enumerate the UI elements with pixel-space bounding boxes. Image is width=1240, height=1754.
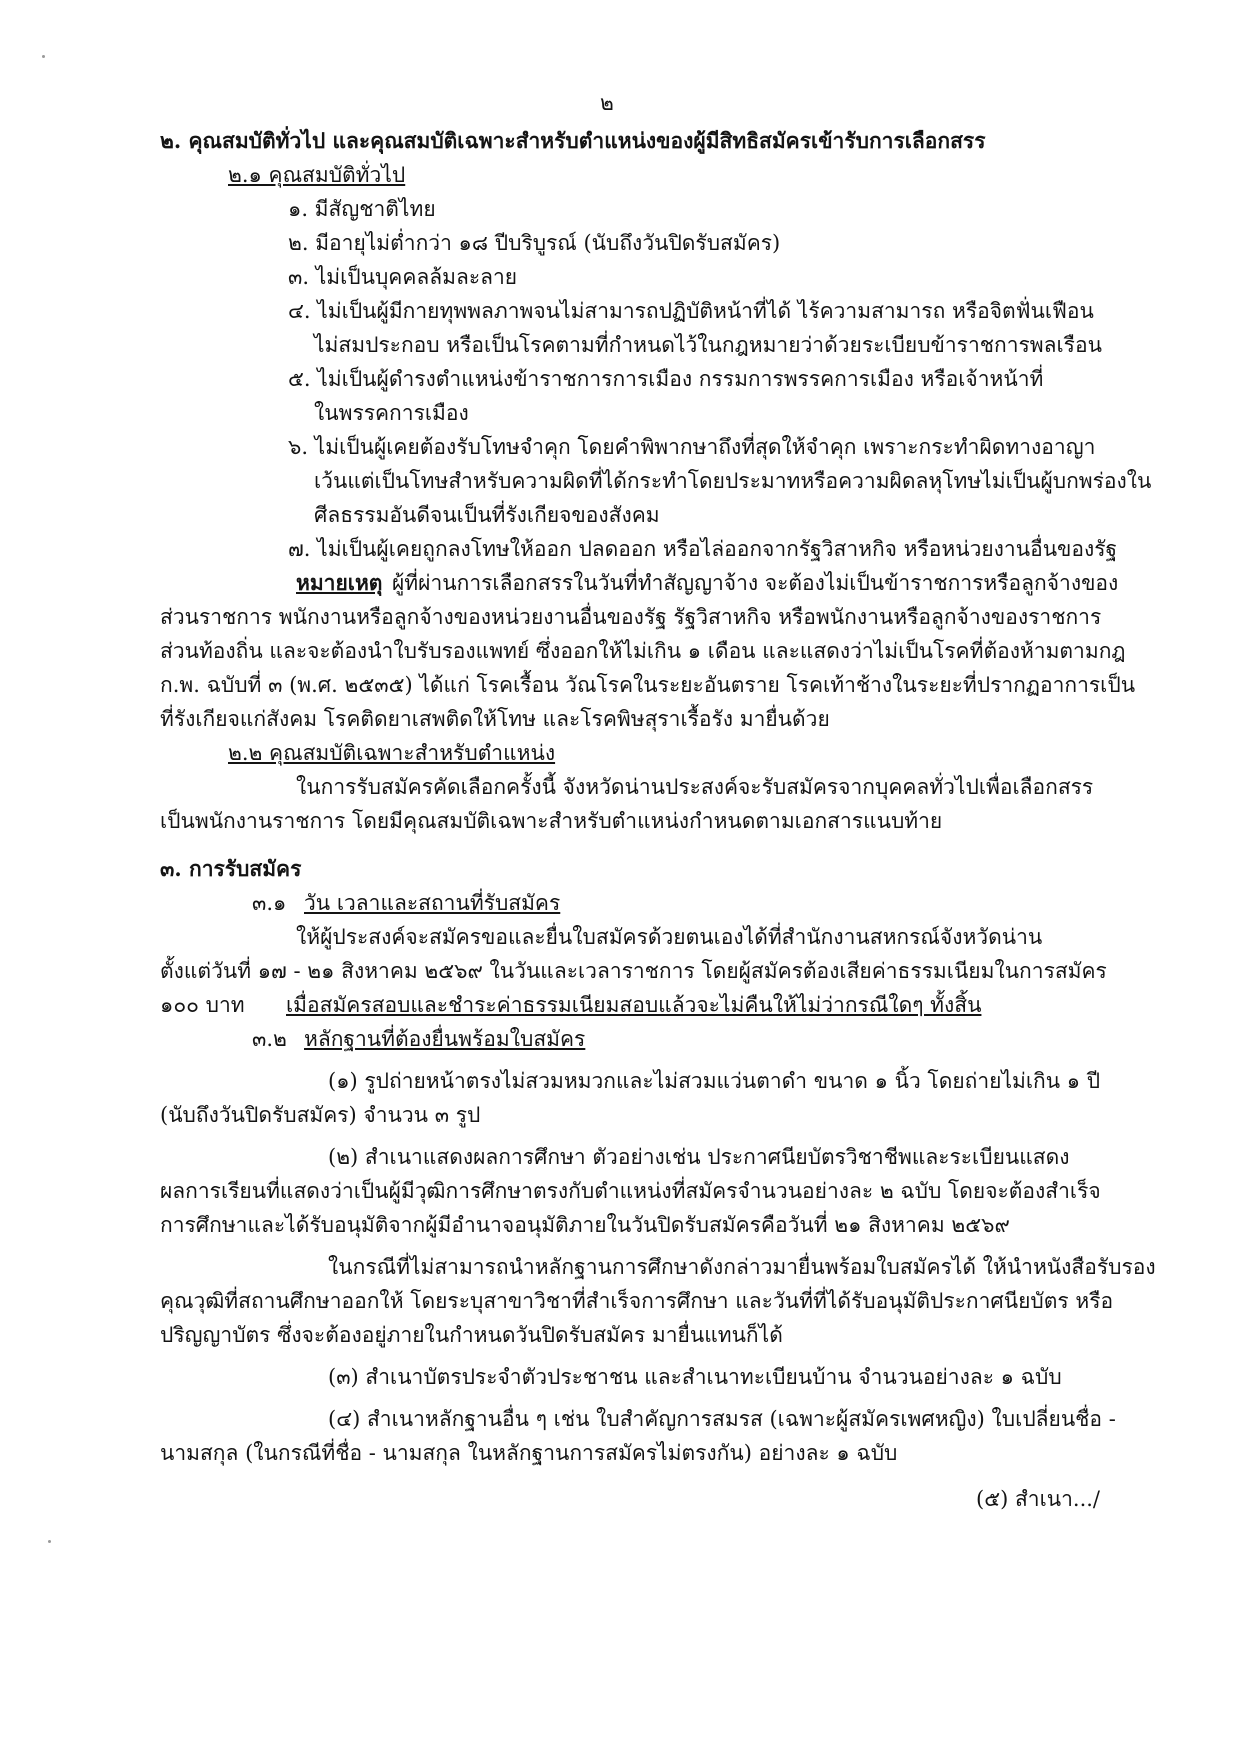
evidence-item-continued: ผลการเรียนที่แสดงว่าเป็นผู้มีวุฒิการศึกษาตรงกับตำแหน่งที่สมัครจำนวนอย่างละ ๒ ฉบับ โดยจะต้องสำเร็จ <box>160 1179 1101 1203</box>
qualification-item: ๑. มีสัญชาติไทย <box>288 197 436 221</box>
evidence-item-continued: (นับถึงวันปิดรับสมัคร) จำนวน ๓ รูป <box>160 1103 481 1127</box>
qualification-item-continued: ไม่สมประกอบ หรือเป็นโรคตามที่กำหนดไว้ในกฎหมายว่าด้วยระเบียบข้าราชการพลเรือน <box>314 333 1102 357</box>
note-label: หมายเหตุ <box>296 570 383 595</box>
paragraph-line: ตั้งแต่วันที่ ๑๗ - ๒๑ สิงหาคม ๒๕๖๙ ในวันและเวลาราชการ โดยผู้สมัครต้องเสียค่าธรรมเนียมในการสมัคร <box>160 959 1107 983</box>
scan-speck <box>42 55 45 58</box>
evidence-item-continued: การศึกษาและได้รับอนุมัติจากผู้มีอำนาจอนุมัติภายในวันปิดรับสมัครคือวันที่ ๒๑ สิงหาคม ๒๕๖๙ <box>160 1213 1010 1237</box>
evidence-item: (๒) สำเนาแสดงผลการศึกษา ตัวอย่างเช่น ประกาศนียบัตรวิชาชีพและระเบียนแสดง <box>328 1145 1070 1169</box>
subsection-3-1-title: วัน เวลาและสถานที่รับสมัคร <box>304 891 561 915</box>
qualification-item: ๓. ไม่เป็นบุคคลล้มละลาย <box>288 265 518 289</box>
note-text: ผู้ที่ผ่านการเลือกสรรในวันที่ทำสัญญาจ้าง จะต้องไม่เป็นข้าราชการหรือลูกจ้างของ <box>392 571 1119 595</box>
paragraph-line: ให้ผู้ประสงค์จะสมัครขอและยื่นใบสมัครด้วยตนเองได้ที่สำนักงานสหกรณ์จังหวัดน่าน <box>296 925 1043 949</box>
paragraph-line: เป็นพนักงานราชการ โดยมีคุณสมบัติเฉพาะสำหรับตำแหน่งกำหนดตามเอกสารแนบท้าย <box>160 809 943 833</box>
note-text: ส่วนท้องถิ่น และจะต้องนำใบรับรองแพทย์ ซึ่งออกให้ไม่เกิน ๑ เดือน และแสดงว่าไม่เป็นโรคที่ต้องห้ามตามกฎ <box>160 639 1126 663</box>
qualification-item-continued: เว้นแต่เป็นโทษสำหรับความผิดที่ได้กระทำโดยประมาทหรือความผิดลหุโทษไม่เป็นผู้บกพร่องใน <box>314 469 1152 493</box>
subsection-3-2-number: ๓.๒ <box>252 1027 287 1051</box>
subsection-3-1-number: ๓.๑ <box>252 891 287 915</box>
evidence-item-continued: นามสกุล (ในกรณีที่ชื่อ - นามสกุล ในหลักฐานการสมัครไม่ตรงกัน) อย่างละ ๑ ฉบับ <box>160 1441 898 1465</box>
qualification-item: ๖. ไม่เป็นผู้เคยต้องรับโทษจำคุก โดยคำพิพากษาถึงที่สุดให้จำคุก เพราะกระทำผิดทางอาญา <box>288 435 1096 459</box>
fee-amount: ๑๐๐ บาท <box>160 993 245 1017</box>
evidence-item: (๔) สำเนาหลักฐานอื่น ๆ เช่น ใบสำคัญการสมรส (เฉพาะผู้สมัครเพศหญิง) ใบเปลี่ยนชื่อ - <box>328 1407 1116 1431</box>
paragraph-line: ในการรับสมัครคัดเลือกครั้งนี้ จังหวัดน่านประสงค์จะรับสมัครจากบุคคลทั่วไปเพื่อเลือกสรร <box>296 775 1094 799</box>
subsection-2-1-title: ๒.๑ คุณสมบัติทั่วไป <box>228 163 406 187</box>
paragraph-line: คุณวุฒิที่สถานศึกษาออกให้ โดยระบุสาขาวิชาที่สำเร็จการศึกษา และวันที่ที่ได้รับอนุมัติประกาศนียบัตร หรือ <box>160 1289 1114 1313</box>
page-number: ๒ <box>600 91 614 115</box>
continuation-marker: (๕) สำเนา.../ <box>976 1487 1100 1511</box>
non-refundable-notice: เมื่อสมัครสอบและชำระค่าธรรมเนียมสอบแล้วจะไม่คืนให้ไม่ว่ากรณีใดๆ ทั้งสิ้น <box>286 993 982 1017</box>
subsection-2-2-title: ๒.๒ คุณสมบัติเฉพาะสำหรับตำแหน่ง <box>228 741 556 765</box>
scan-speck <box>48 1540 51 1543</box>
qualification-item: ๗. ไม่เป็นผู้เคยถูกลงโทษให้ออก ปลดออก หรือไล่ออกจากรัฐวิสาหกิจ หรือหน่วยงานอื่นของรัฐ <box>288 537 1118 561</box>
subsection-3-2-title: หลักฐานที่ต้องยื่นพร้อมใบสมัคร <box>304 1027 586 1051</box>
qualification-item-continued: ในพรรคการเมือง <box>314 401 469 425</box>
note-text: ที่รังเกียจแก่สังคม โรคติดยาเสพติดให้โทษ และโรคพิษสุราเรื้อรัง มายื่นด้วย <box>160 707 830 731</box>
qualification-item-continued: ศีลธรรมอันดีจนเป็นที่รังเกียจของสังคม <box>314 503 660 527</box>
qualification-item: ๒. มีอายุไม่ต่ำกว่า ๑๘ ปีบริบูรณ์ (นับถึงวันปิดรับสมัคร) <box>288 231 781 255</box>
note-text: ก.พ. ฉบับที่ ๓ (พ.ศ. ๒๕๓๕) ได้แก่ โรคเรื้อน วัณโรคในระยะอันตราย โรคเท้าช้างในระยะที่ปรากฏอาการเป็น <box>160 673 1136 697</box>
qualification-item: ๕. ไม่เป็นผู้ดำรงตำแหน่งข้าราชการการเมือง กรรมการพรรคการเมือง หรือเจ้าหน้าที่ <box>288 367 1044 391</box>
section-2-heading: ๒. คุณสมบัติทั่วไป และคุณสมบัติเฉพาะสำหรับตำแหน่งของผู้มีสิทธิสมัครเข้ารับการเลือกสรร <box>160 128 986 153</box>
evidence-item: (๑) รูปถ่ายหน้าตรงไม่สวมหมวกและไม่สวมแว่นตาดำ ขนาด ๑ นิ้ว โดยถ่ายไม่เกิน ๑ ปี <box>328 1069 1101 1093</box>
evidence-item: (๓) สำเนาบัตรประจำตัวประชาชน และสำเนาทะเบียนบ้าน จำนวนอย่างละ ๑ ฉบับ <box>328 1365 1062 1389</box>
section-3-heading: ๓. การรับสมัคร <box>160 856 302 881</box>
paragraph-line: ในกรณีที่ไม่สามารถนำหลักฐานการศึกษาดังกล่าวมายื่นพร้อมใบสมัครได้ ให้นำหนังสือรับรอง <box>328 1255 1156 1279</box>
qualification-item: ๔. ไม่เป็นผู้มีกายทุพพลภาพจนไม่สามารถปฏิบัติหน้าที่ได้ ไร้ความสามารถ หรือจิตฟั่นเฟือน <box>288 299 1094 323</box>
paragraph-line: ปริญญาบัตร ซึ่งจะต้องอยู่ภายในกำหนดวันปิดรับสมัคร มายื่นแทนก็ได้ <box>160 1323 783 1347</box>
note-text: ส่วนราชการ พนักงานหรือลูกจ้างของหน่วยงานอื่นของรัฐ รัฐวิสาหกิจ หรือพนักงานหรือลูกจ้างของราชการ <box>160 605 1102 629</box>
